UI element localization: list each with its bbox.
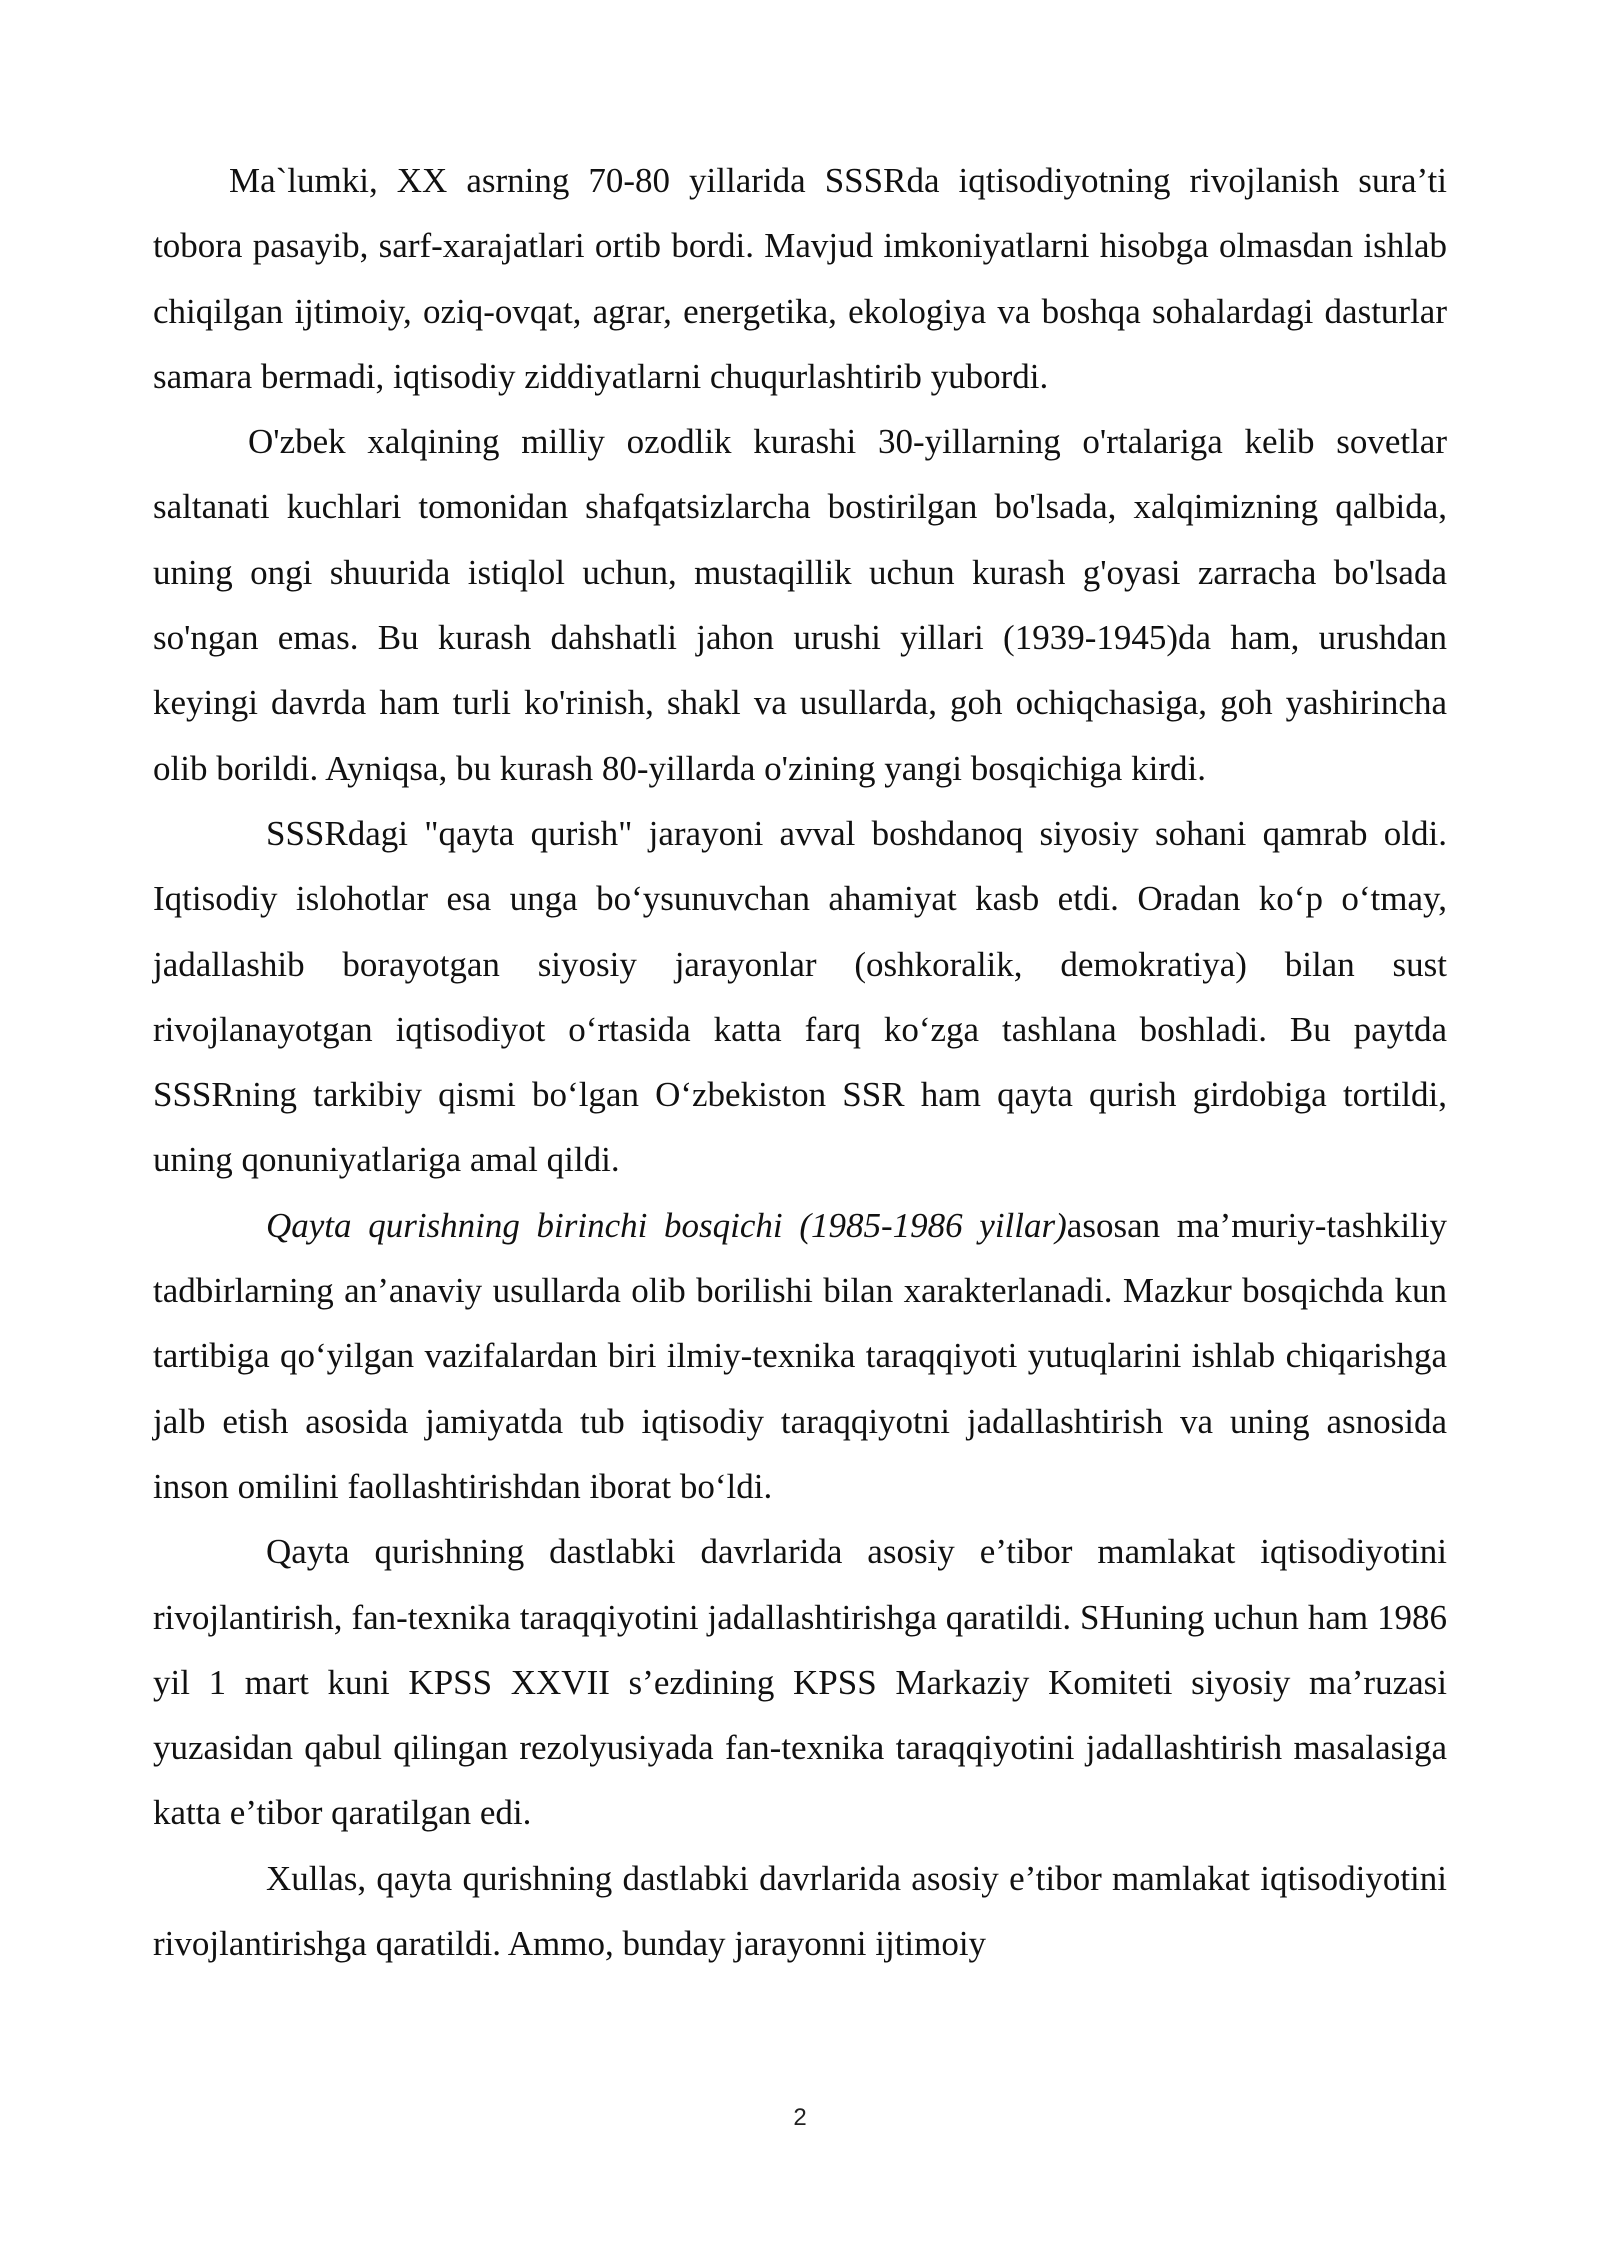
paragraph-3: SSSRdagi "qayta qurish" jarayoni avval boshdanoq siyosiy sohani qamrab oldi. Iqtisodiy islohotlar esa unga bo‘ysunuvchan ahamiyat kasb etdi. Oradan ko‘p o‘tmay, jadallashib borayotgan siyosiy jarayonlar (oshkoralik, demokratiya) bilan sust rivojlanayotgan iqtisodiyot o‘rtasida katta farq ko‘zga tashlana boshladi. Bu paytda SSSRning tarkibiy qismi bo‘lgan O‘zbekiston SSR ham qayta qurish girdobiga tortildi, uning qonuniyatlariga amal qildi. [153,813,1447,1180]
paragraph-2: O'zbek xalqining milliy ozodlik kurashi 30-yillarning o'rtalariga kelib sovetlar saltanati kuchlari tomonidan shafqatsizlarcha bostirilgan bo'lsada, xalqimizning qalbida, uning ongi shuurida istiqlol uchun, mustaqillik uchun kurash g'oyasi zarracha bo'lsada so'ngan emas. Bu kurash dahshatli jahon urushi yillari (1939-1945)da ham, urushdan keyingi davrda ham turli ko'rinish, shakl va usullarda, goh ochiqchasiga, goh yashirincha olib borildi. Ayniqsa, bu kurash 80-yillarda o'zining yangi bosqichiga kirdi. [153,422,1447,788]
paragraph-5: Qayta qurishning dastlabki davrlarida asosiy e’tibor mamlakat iqtisodiyotini rivojlantirish, fan-texnika taraqqiyotini jadallashtirishga qaratildi. SHuning uchun ham 1986 yil 1 mart kuni KPSS XXVII s’ezdining KPSS Markaziy Komiteti siyosiy ma’ruzasi yuzasidan qabul qilingan rezolyusiyada fan-texnika taraqqiyotini jadallashtirish masalasiga katta e’tibor qaratilgan edi. [153,1532,1447,1833]
page-number: 2 [793,2104,807,2131]
paragraph-4-rest: asosan ma’muriy-tashkiliy tadbirlarning an’anaviy usullarda olib borilishi bilan xarakterlanadi. Mazkur bosqichda kun tartibiga qo‘yilgan vazifalardan biri ilmiy-texnika taraqqiyoti yutuqlarini ishlab chiqarishga jalb etish asosida jamiyatda tub iqtisodiy taraqqiyotni jadallashtirish va uning asnosida inson omilini faollashtirishdan iborat bo‘ldi. [153,1205,1447,1506]
paragraph-6: Xullas, qayta qurishning dastlabki davrlarida asosiy e’tibor mamlakat iqtisodiyotini rivojlantirishga qaratildi. Ammo, bunday jarayonni ijtimoiy [153,1858,1447,1964]
paragraph-4-italic-lead: Qayta qurishning birinchi bosqichi (1985-1986 yillar) [266,1205,1067,1245]
paragraph-4 [153,1193,1447,1519]
paragraph-1: Ma`lumki, XX asrning 70-80 yillarida SSSRda iqtisodiyotning rivojlanish sura’ti tobora pasayib, sarf-xarajatlari ortib bordi. Mavjud imkoniyatlarni hisobga olmasdan ishlab chiqilgan ijtimoiy, oziq-ovqat, agrar, energetika, ekologiya va boshqa sohalardagi dasturlar samara bermadi, iqtisodiy ziddiyatlarni chuqurlashtirib yubordi. [153,161,1447,396]
body-text [153,148,1447,1976]
